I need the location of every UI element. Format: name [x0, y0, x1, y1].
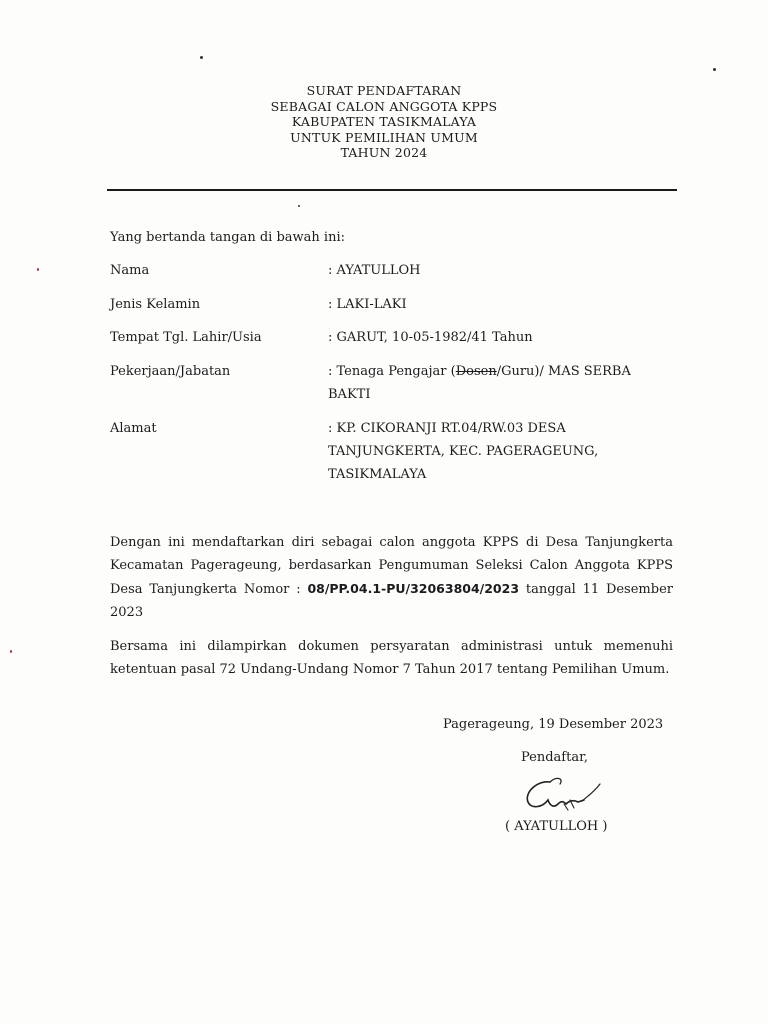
title-line: SURAT PENDAFTARAN: [306, 83, 462, 98]
value-alamat: : KP. CIKORANJI RT.04/RW.03 DESA TANJUNGKERTA, KEC. PAGERAGEUNG, TASIKMALAYA: [328, 421, 599, 482]
document-title: [0, 83, 768, 161]
signature-image: [520, 770, 610, 818]
value-jenis-kelamin: : LAKI-LAKI: [328, 297, 407, 312]
registration-paragraph: [110, 531, 673, 624]
header-divider: [107, 189, 677, 191]
label-jenis-kelamin: Jenis Kelamin: [110, 297, 201, 312]
label-ttl: Tempat Tgl. Lahir/Usia: [110, 330, 262, 345]
scan-speck: [200, 56, 203, 59]
pekerjaan-suffix: /Guru)/ MAS SERBA BAKTI: [328, 364, 631, 402]
signer-role: Pendaftar,: [521, 750, 589, 765]
place-date: Pagerageung, 19 Desember 2023: [443, 717, 664, 732]
value-nama: : AYATULLOH: [328, 263, 421, 278]
scan-speck: [37, 268, 39, 271]
title-line: SEBAGAI CALON ANGGOTA KPPS: [270, 98, 498, 114]
paragraph1-before: Dengan ini mendaftarkan diri sebagai calon anggota KPPS di Desa Tanjungkerta Kecamatan Pagerageung, berdasarkan Pengumuman Seleksi Calon Anggota KPPS Desa Tanjungkerta Nomor :: [110, 535, 673, 597]
intro-text: Yang bertanda tangan di bawah ini:: [110, 230, 345, 245]
pekerjaan-struck: Dosen: [455, 364, 497, 379]
title-line: KABUPATEN TASIKMALAYA: [291, 114, 477, 129]
scan-speck: [298, 205, 300, 207]
label-alamat: Alamat: [110, 421, 157, 436]
signer-name: ( AYATULLOH ): [505, 819, 608, 834]
scan-speck: [713, 68, 716, 71]
label-nama: Nama: [110, 263, 150, 278]
pekerjaan-prefix: : Tenaga Pengajar (: [328, 364, 456, 379]
title-line: UNTUK PEMILIHAN UMUM: [290, 129, 478, 145]
announcement-number: 08/PP.04.1-PU/32063804/2023: [307, 581, 520, 596]
title-line: TAHUN 2024: [340, 145, 428, 160]
paragraph1-after: tanggal 11 Desember 2023: [110, 582, 673, 620]
scan-speck: [10, 650, 12, 653]
attachment-paragraph: Bersama ini dilampirkan dokumen persyaratan administrasi untuk memenuhi ketentuan pasal 72 Undang-Undang Nomor 7 Tahun 2017 tentang Pemilihan Umum.: [110, 639, 673, 677]
label-pekerjaan: Pekerjaan/Jabatan: [110, 364, 231, 379]
value-ttl: : GARUT, 10-05-1982/41 Tahun: [328, 330, 533, 345]
value-pekerjaan: [328, 360, 668, 406]
